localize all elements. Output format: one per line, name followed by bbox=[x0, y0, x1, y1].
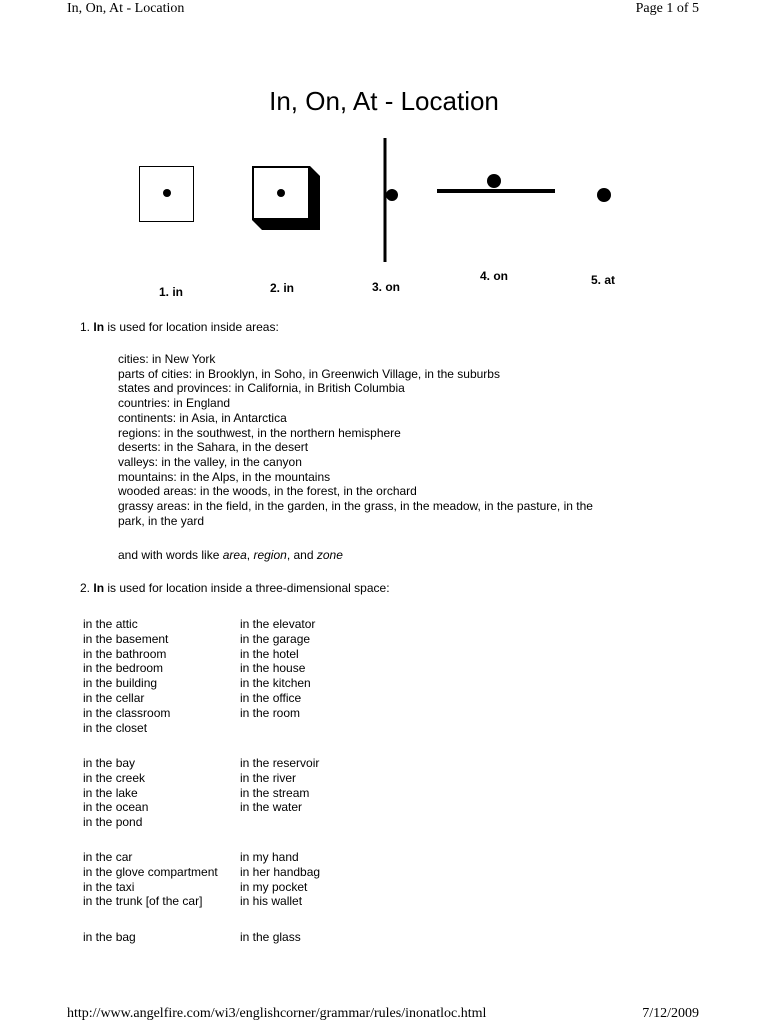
point-1-keyword: In bbox=[93, 320, 105, 334]
caption-1: 1. in bbox=[159, 285, 184, 299]
rooms-list-right bbox=[240, 617, 315, 721]
point-2-number: 2. bbox=[80, 581, 91, 595]
list-item: in the bay bbox=[83, 756, 136, 770]
list-item: in the car bbox=[83, 850, 133, 864]
on-vertical-figure bbox=[385, 138, 398, 262]
at-point-figure bbox=[597, 188, 611, 202]
point-1-heading bbox=[80, 320, 279, 335]
caption-5: 5. at bbox=[591, 273, 616, 287]
list-item: countries: in England bbox=[118, 396, 231, 411]
list-item: states and provinces: in California, in British Columbia bbox=[118, 381, 405, 396]
list-item: park, in the yard bbox=[118, 513, 205, 528]
list-item: in the bathroom bbox=[83, 646, 167, 661]
list-item: wooded areas: in the woods, in the forest, in the orchard bbox=[118, 484, 417, 499]
list-item: in the pond bbox=[83, 815, 143, 830]
words-like-note: and with words like area, region, and zone bbox=[118, 548, 343, 562]
list-item: in the taxi bbox=[83, 879, 135, 894]
list-item: grassy areas: in the field, in the garden, in the grass, in the meadow, in the pasture, in the bbox=[118, 499, 593, 514]
list-item: in the attic bbox=[83, 617, 138, 631]
list-item: in the cellar bbox=[83, 690, 145, 705]
list-item: in his wallet bbox=[240, 894, 303, 909]
list-item: in the closet bbox=[83, 720, 148, 735]
list-item: in the classroom bbox=[83, 705, 171, 720]
list-item: in the water bbox=[240, 800, 303, 815]
list-item: in the room bbox=[240, 705, 301, 720]
source-url: http://www.angelfire.com/wi3/englishcorner/grammar/rules/inonatloc.html bbox=[67, 1006, 487, 1021]
point-1-number: 1. bbox=[80, 320, 91, 334]
list-item: in the bedroom bbox=[83, 661, 164, 676]
list-item: mountains: in the Alps, in the mountains bbox=[118, 469, 331, 484]
rooms-list-left bbox=[83, 617, 170, 735]
list-item: in the building bbox=[83, 676, 158, 691]
in-box-figure bbox=[252, 166, 320, 230]
list-item: in my pocket bbox=[240, 879, 308, 894]
objects-list-left bbox=[83, 930, 136, 945]
list-item: in the glass bbox=[240, 930, 301, 944]
list-item: valleys: in the valley, in the canyon bbox=[118, 454, 302, 469]
page-indicator: Page 1 of 5 bbox=[635, 1, 699, 16]
list-item: in the creek bbox=[83, 770, 146, 785]
containers-list-left bbox=[83, 850, 218, 909]
list-item: deserts: in the Sahara, in the desert bbox=[118, 440, 309, 455]
point-2-text: is used for location inside a three-dimensional space: bbox=[107, 581, 390, 595]
list-item: in the basement bbox=[83, 631, 169, 646]
list-item: in the bag bbox=[83, 930, 136, 944]
list-item: in the glove compartment bbox=[83, 864, 218, 879]
list-item: regions: in the southwest, in the northern hemisphere bbox=[118, 425, 401, 440]
list-item: in the house bbox=[240, 661, 306, 676]
list-item: in the river bbox=[240, 770, 297, 785]
list-item: in the lake bbox=[83, 785, 138, 800]
print-date: 7/12/2009 bbox=[642, 1006, 699, 1021]
area-examples-list bbox=[118, 352, 593, 528]
list-item: in the ocean bbox=[83, 800, 149, 815]
list-item: in the trunk [of the car] bbox=[83, 894, 203, 909]
caption-4: 4. on bbox=[480, 269, 509, 283]
objects-list-right bbox=[240, 930, 301, 945]
on-horizontal-figure bbox=[437, 174, 555, 191]
list-item: continents: in Asia, in Antarctica bbox=[118, 410, 287, 425]
point-2-heading bbox=[80, 581, 390, 596]
caption-3: 3. on bbox=[372, 280, 401, 294]
list-item: parts of cities: in Brooklyn, in Soho, in Greenwich Village, in the suburbs bbox=[118, 366, 500, 381]
preposition-diagram bbox=[0, 130, 768, 270]
list-item: cities: in New York bbox=[118, 352, 216, 366]
water-list-left bbox=[83, 756, 148, 830]
page-title: In, On, At - Location bbox=[269, 86, 499, 116]
list-item: in the elevator bbox=[240, 617, 316, 631]
in-area-figure bbox=[140, 167, 194, 222]
list-item: in the garage bbox=[240, 631, 311, 646]
list-item: in the stream bbox=[240, 785, 310, 800]
point-1-text: is used for location inside areas: bbox=[107, 320, 279, 334]
caption-2: 2. in bbox=[270, 281, 295, 295]
list-item: in the hotel bbox=[240, 646, 299, 661]
list-item: in my hand bbox=[240, 850, 299, 864]
list-item: in her handbag bbox=[240, 864, 321, 879]
header-title: In, On, At - Location bbox=[67, 1, 185, 16]
point-2-keyword: In bbox=[93, 581, 105, 595]
list-item: in the kitchen bbox=[240, 676, 311, 691]
list-item: in the office bbox=[240, 690, 302, 705]
water-list-right bbox=[240, 756, 319, 815]
list-item: in the reservoir bbox=[240, 756, 320, 770]
containers-list-right bbox=[240, 850, 320, 909]
